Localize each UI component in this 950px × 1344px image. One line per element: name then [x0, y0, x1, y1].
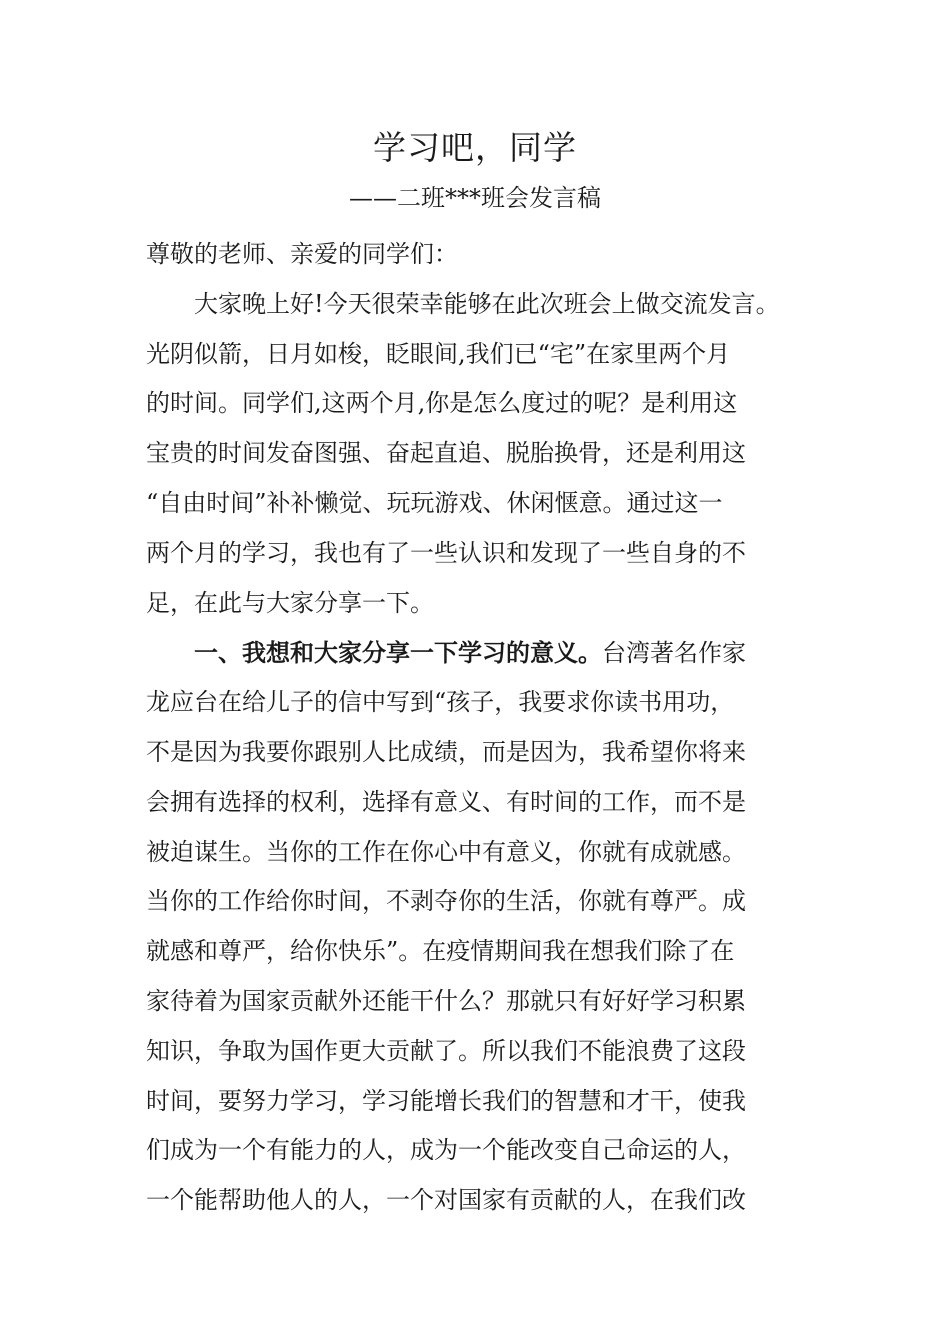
- paragraph-line: 不是因为我要你跟别人比成绩，而是因为，我希望你将来: [146, 737, 746, 766]
- paragraph-line: 家待着为国家贡献外还能干什么？那就只有好好学习积累: [146, 986, 746, 1015]
- paragraph-line: 龙应台在给儿子的信中写到“孩子，我要求你读书用功，: [146, 688, 735, 717]
- paragraph-line: 大家晚上好!今天很荣幸能够在此次班会上做交流发言。: [194, 289, 780, 318]
- paragraph-line: 光阴似箭，日月如梭，眨眼间,我们已“宅”在家里两个月: [146, 339, 731, 368]
- paragraph-line: 时间，要努力学习，学习能增长我们的智慧和才干，使我: [146, 1086, 746, 1115]
- paragraph-line: 会拥有选择的权利，选择有意义、有时间的工作，而不是: [146, 787, 746, 816]
- paragraph-line: 的时间。同学们,这两个月,你是怎么度过的呢？是利用这: [146, 389, 738, 418]
- paragraph-line: 宝贵的时间发奋图强、奋起直追、脱胎换骨，还是利用这: [146, 439, 746, 468]
- section-heading: 一、我想和大家分享一下学习的意义。: [194, 638, 602, 668]
- greeting-line: 尊敬的老师、亲爱的同学们：: [146, 240, 458, 268]
- paragraph-line: 一个能帮助他人的人，一个对国家有贡献的人，在我们改: [146, 1186, 746, 1215]
- paragraph-line: 当你的工作给你时间，不剥夺你的生活，你就有尊严。成: [146, 887, 746, 916]
- paragraph-line: 就感和尊严，给你快乐”。在疫情期间我在想我们除了在: [146, 937, 735, 966]
- document-body: [146, 230, 786, 1226]
- paragraph-line: 足，在此与大家分享一下。: [146, 588, 434, 617]
- document-subtitle: ——二班***班会发言稿: [349, 184, 601, 212]
- paragraph-line: 知识，争取为国作更大贡献了。所以我们不能浪费了这段: [146, 1036, 746, 1065]
- paragraph-line: 被迫谋生。当你的工作在你心中有意义，你就有成就感。: [146, 837, 746, 866]
- section-line-text: 台湾著名作家: [602, 639, 746, 668]
- paragraph-line: “自由时间”补补懒觉、玩玩游戏、休闲惬意。通过这一: [146, 488, 723, 517]
- paragraph-line: 两个月的学习，我也有了一些认识和发现了一些自身的不: [146, 538, 746, 567]
- document-title: 学习吧，同学: [373, 128, 577, 167]
- section-line: [146, 628, 786, 678]
- paragraph-line: 们成为一个有能力的人，成为一个能改变自己命运的人，: [146, 1136, 746, 1165]
